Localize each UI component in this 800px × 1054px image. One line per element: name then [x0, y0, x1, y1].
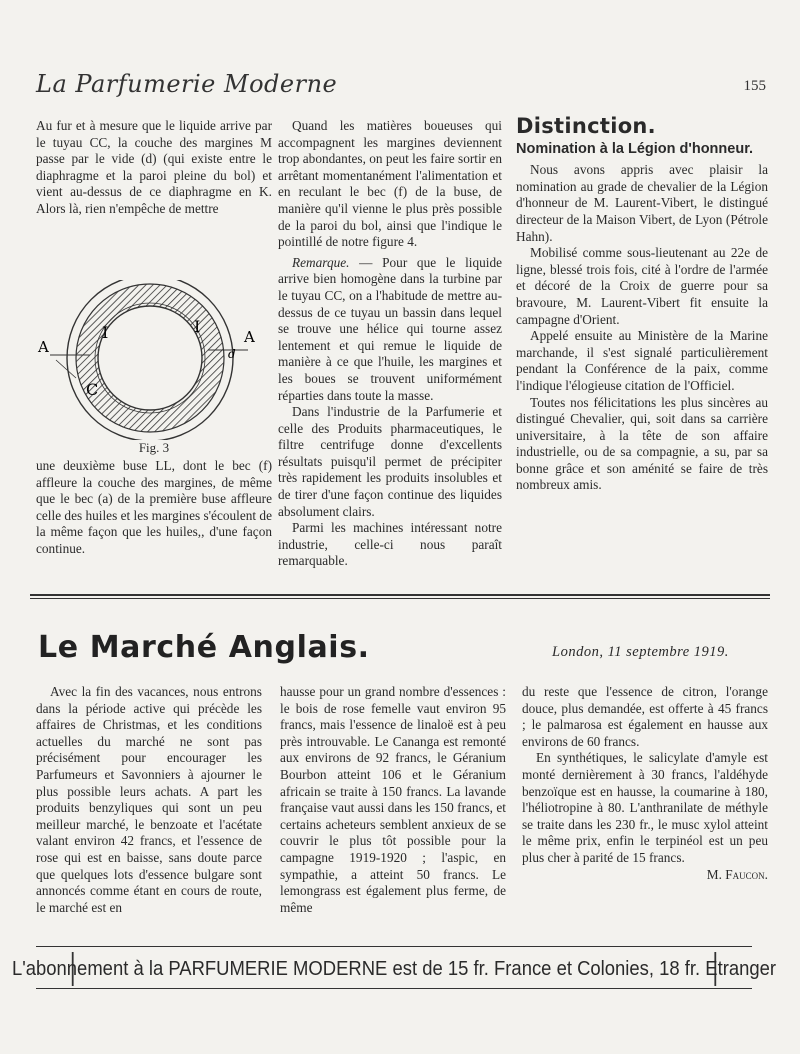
marche-column-3-paragraph-2: En synthétiques, le salicylate d'amyle est monté dernièrement à 30 francs, l'aldéhyde benzoïque est en hausse, la coumarine à 180, l'héliotropine à 80. L'anthranilate de méthyle se traite dans les 230 fr., le musc xylol atteint le même prix, enfin le terpinéol est un peu plus cher à parité de 15 francs.	[522, 750, 768, 865]
figure-label-4: A	[38, 338, 49, 356]
author-signature: M. Faucon.	[706, 866, 768, 882]
marche-column-2	[280, 684, 506, 916]
figure-label-3: C	[86, 380, 99, 399]
banner-rule-top	[36, 946, 752, 947]
distinction-paragraph-4: Toutes nos félicitations les plus sincères au distingué Chevalier, qui, soit dans sa carrière universitaire, à la tête de son affaire industrielle, ou de sa compagnie, a su, par sa bonne grâce et son aménité se faire de très nombreux amis.	[516, 394, 768, 493]
column-1-paragraph-2: une deuxième buse LL, dont le bec (f) affleure la couche des margines, de même que le bec (a) de la première buse affleure celle des huiles et les margines s'écoulent de la même façon que les huiles,, d'une façon continue.	[36, 458, 272, 556]
figure-label-5: A	[244, 328, 255, 346]
figure-label-2: I	[194, 317, 201, 336]
journal-header-title: La Parfumerie Moderne	[36, 70, 338, 98]
marche-column-2-text: hausse pour un grand nombre d'essences : le bois de rose femelle vaut environ 95 francs, mais l'essence de linaloë est à peu près introuvable. Le Cananga est remonté aux environs de 92 francs, le Géranium Bourbon atteint 106 et le Géranium africain se traite à 150 francs. La lavande française vaut aussi dans les 150 francs, et certains acheteurs semblent anxieux de se couvrir le plus tôt possible pour la campagne 1919-1920 ; l'aspic, en sympathie, a atteint 50 francs. Le lemongrass est également plus ferme, de même	[280, 684, 506, 915]
distinction-paragraph-2: Mobilisé comme sous-lieutenant au 22e de ligne, blessé trois fois, cité à l'ordre de l'armée et décoré de la Croix de guerre pour sa bravoure, M. Laurent-Vibert fit ensuite la campagne d'Orient.	[516, 245, 768, 327]
column-2-paragraph-1: Quand les matières boueuses qui accompagnent les margines deviennent trop abondantes, on peut les faire sortir en arrêtant momentanément l'alimentation et en reculant le bec (f) de la buse, de manière qu'il vienne le plus près possible de la paroi du bol, ainsi que l'indique le pointillé de notre figure 4.	[278, 118, 502, 250]
inner-circle	[98, 306, 202, 410]
figure-label-6: d	[228, 347, 236, 361]
column-2-paragraph-3: Dans l'industrie de la Parfumerie et celle des Produits pharmaceutiques, le filtre centrifuge donne d'excellents résultats puisqu'il permet de précipiter très rapidement les produits insolubles et de tirer d'une façon continue des liquides absolument clairs.	[278, 404, 502, 519]
column-1-paragraph-1: Au fur et à mesure que le liquide arrive par le tuyau CC, la couche des margines M passe par le vide (d) (qui existe entre le diaphragme et la paroi pleine du bol) et vient au-dessus de ce diaphragme en K. Alors là, rien n'empêche de mettre	[36, 118, 272, 216]
marche-anglais-title: Le Marché Anglais.	[38, 630, 370, 665]
banner-rule-bottom	[36, 988, 752, 989]
subscription-banner: L'abonnement à la PARFUMERIE MODERNE est de 15 fr. France et Colonies, 18 fr. Etranger	[72, 952, 716, 986]
column-2-paragraph-4: Parmi les machines intéressant notre industrie, celle-ci nous paraît remarquable.	[278, 520, 502, 569]
centrifuge-diagram	[30, 280, 270, 440]
figure-caption: Fig. 3	[138, 440, 170, 455]
article-column-2	[278, 118, 502, 570]
article-column-1-continued	[36, 458, 272, 558]
marche-column-1-text: Avec la fin des vacances, nous entrons dans la période active qui précède les affaires de Christmas, et les conditions actuelles du marché ne sont pas précisément pour encourager les Parfumeurs et Savonniers à ajourner le plus possible leurs achats. A part les produits benzyliques qui sont un peu meilleur marché, le benzoate et l'acétate valant environ 42 francs, et l'essence de rose qui est en baisse, sans doute parce que quelques lots d'essence bulgare sont annoncés comme étant en cours de route, le marché est en	[36, 684, 262, 915]
distinction-paragraph-3: Appelé ensuite au Ministère de la Marine marchande, il s'est signalé particulièrement pendant la Conférence de la paix, comme l'indique l'élogieuse citation de l'Officiel.	[516, 328, 768, 393]
column-2-remark	[278, 255, 502, 404]
figure-3	[30, 280, 270, 440]
distinction-title: Distinction.	[516, 114, 656, 138]
distinction-column	[516, 114, 768, 494]
remark-label: Remarque.	[292, 254, 350, 270]
article-column-1	[36, 118, 272, 218]
marche-dateline: London, 11 septembre 1919.	[552, 644, 729, 660]
section-divider-top	[30, 594, 770, 596]
remark-text: — Pour que le liquide arrive bien homogène dans la turbine par le tuyau CC, on a l'habitude de mettre au-dessus de ce tuyau un bassin dans lequel se trouve une hélice qui tourne assez lentement et qui remue le liquide de manière à ce que l'huile, les margines et les boues se trouvent uniformément réparties dans toute la masse.	[278, 254, 502, 403]
distinction-subtitle: Nomination à la Légion d'honneur.	[516, 140, 754, 157]
marche-column-3	[522, 684, 768, 883]
page-number: 155	[743, 78, 766, 94]
distinction-paragraph-1: Nous avons appris avec plaisir la nomination au grade de chevalier de la Légion d'honneur de M. Laurent-Vibert, le distingué directeur de la Maison Vibert, de Lyon (Pétrole Hahn).	[516, 162, 768, 244]
marche-column-1	[36, 684, 262, 916]
marche-column-3-paragraph-1: du reste que l'essence de citron, l'orange douce, plus demandée, est offerte à 45 francs ; le palmarosa est également en hausse aux environs de 60 francs.	[522, 684, 768, 749]
section-divider-bottom	[30, 598, 770, 599]
figure-label-1: I	[102, 323, 109, 342]
